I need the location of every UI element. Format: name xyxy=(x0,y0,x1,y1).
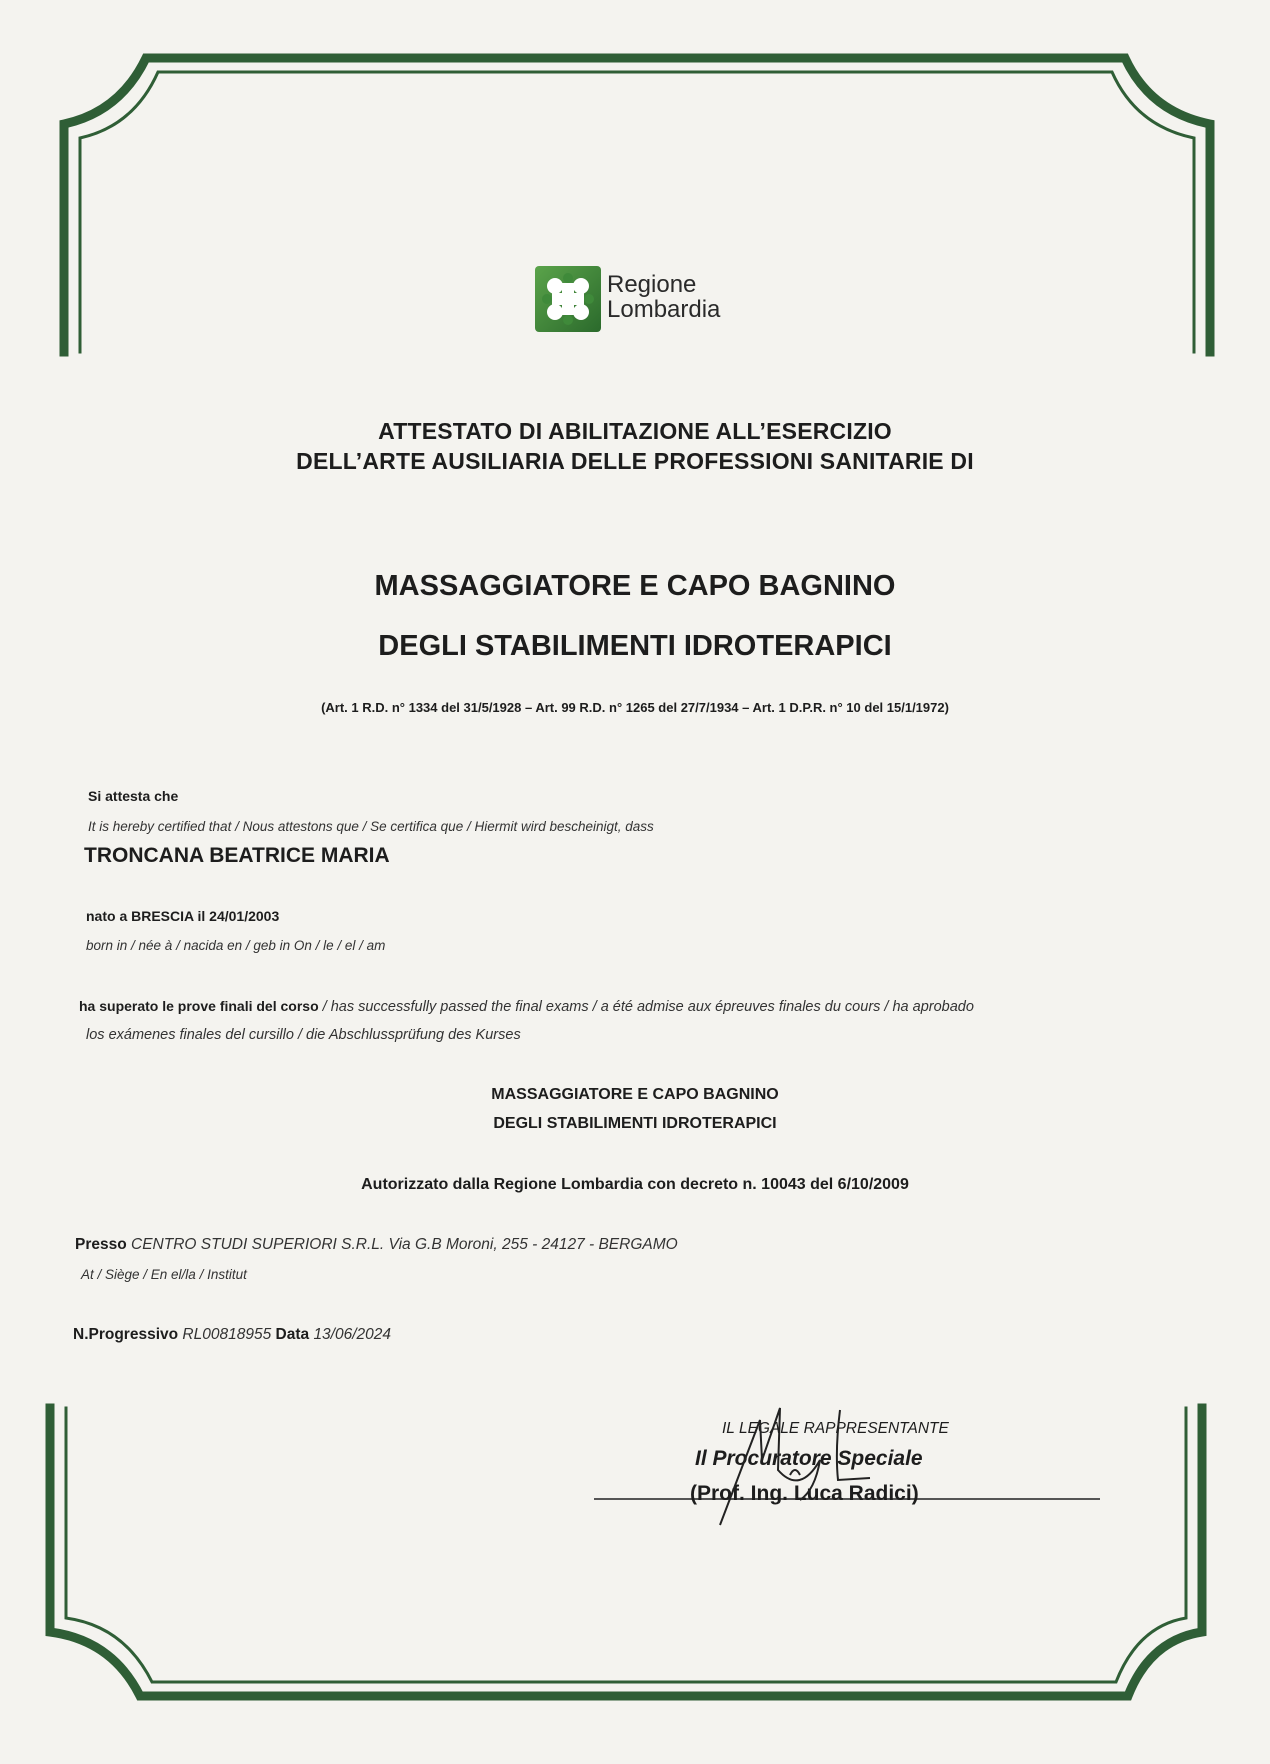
signature-title: Il Procuratore Speciale xyxy=(695,1447,923,1470)
institute-info: Presso CENTRO STUDI SUPERIORI S.R.L. Via G.B Moroni, 255 - 24127 - BERGAMO xyxy=(75,1236,678,1253)
passed-translation: los exámenes finales del cursillo / die Abschlussprüfung des Kurses xyxy=(86,1027,521,1043)
regione-lombardia-logo xyxy=(535,266,601,332)
profession-title-line1: MASSAGGIATORE E CAPO BAGNINO xyxy=(374,570,896,602)
birth-info: nato a BRESCIA il 24/01/2003 xyxy=(86,908,280,924)
logo-text: Regione Lombardia xyxy=(607,271,721,323)
passed-statement: ha superato le prove finali del corso / has successfully passed the final exams / a été admise aux épreuves finales du cours / ha aprobado xyxy=(79,998,974,1015)
signatory-name: (Prof. Ing. Luca Radici) xyxy=(690,1482,919,1505)
course-authorization: Autorizzato dalla Regione Lombardia con decreto n. 10043 del 6/10/2009 xyxy=(361,1176,909,1193)
certificate-title-line2: DELL’ARTE AUSILIARIA DELLE PROFESSIONI SANITARIE DI xyxy=(296,448,974,474)
signature-role: IL LEGALE RAPPRESENTANTE xyxy=(722,1420,949,1437)
handwritten-signature xyxy=(700,1400,900,1530)
legal-reference: (Art. 1 R.D. n° 1334 del 31/5/1928 – Art. 99 R.D. n° 1265 del 27/7/1934 – Art. 1 D.P.R. n° 10 del 15/1/1972) xyxy=(321,700,949,715)
institute-translation: At / Siège / En el/la / Institut xyxy=(81,1267,247,1282)
birth-translation: born in / née à / nacida en / geb in On / le / el / am xyxy=(86,938,386,953)
attestation-translation: It is hereby certified that / Nous attestons que / Se certifica que / Hiermit wird bescheinigt, dass xyxy=(88,819,654,834)
certificate-title-line1: ATTESTATO DI ABILITAZIONE ALL’ESERCIZIO xyxy=(378,418,892,444)
course-name-line2: DEGLI STABILIMENTI IDROTERAPICI xyxy=(493,1115,777,1132)
logo-mark-icon xyxy=(535,266,601,332)
attestation-label: Si attesta che xyxy=(88,788,179,804)
registration-info: N.Progressivo RL00818955 Data 13/06/2024 xyxy=(73,1326,392,1343)
course-name-line1: MASSAGGIATORE E CAPO BAGNINO xyxy=(491,1086,779,1103)
recipient-name: TRONCANA BEATRICE MARIA xyxy=(84,844,390,867)
profession-title-line2: DEGLI STABILIMENTI IDROTERAPICI xyxy=(378,630,892,662)
